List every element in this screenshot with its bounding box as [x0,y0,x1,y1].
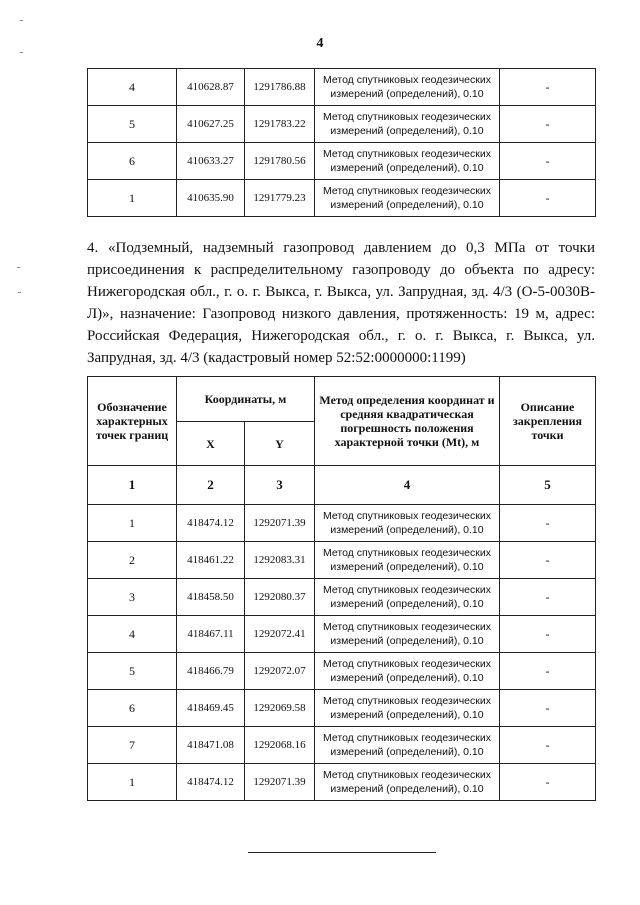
point-cell: 5 [88,653,177,690]
description-cell: - [500,727,596,764]
y-cell: 1291779.23 [245,180,315,217]
description-cell: - [500,579,596,616]
x-cell: 410628.87 [177,69,245,106]
column-number: 2 [177,466,245,505]
method-cell: Метод спутниковых геодезических измерений (определений), 0.10 [315,690,500,727]
table-row [88,616,596,653]
footer-divider [248,852,436,853]
scan-artifact [18,292,21,293]
point-cell: 1 [88,505,177,542]
coordinates-table [87,376,596,801]
point-cell: 1 [88,180,177,217]
y-cell: 1292072.07 [245,653,315,690]
y-cell: 1291786.88 [245,69,315,106]
table-row [88,690,596,727]
y-cell: 1292071.39 [245,764,315,801]
y-cell: 1292071.39 [245,505,315,542]
method-cell: Метод спутниковых геодезических измерений (определений), 0.10 [315,764,500,801]
table-row [88,542,596,579]
point-cell: 3 [88,579,177,616]
table-row [88,143,596,180]
header-method: Метод определения координат и средняя квадратическая погрешность положения характерной точки (Mt), м [315,377,500,466]
scan-artifact [20,52,23,53]
table-row [88,505,596,542]
point-cell: 1 [88,764,177,801]
y-cell: 1292068.16 [245,727,315,764]
description-cell: - [500,180,596,217]
x-cell: 418469.45 [177,690,245,727]
header-row [88,377,596,422]
point-cell: 6 [88,143,177,180]
table-row [88,764,596,801]
x-cell: 410627.25 [177,106,245,143]
method-cell: Метод спутниковых геодезических измерений (определений), 0.10 [315,579,500,616]
description-cell: - [500,143,596,180]
x-cell: 418471.08 [177,727,245,764]
column-number: 1 [88,466,177,505]
x-cell: 418474.12 [177,505,245,542]
description-cell: - [500,764,596,801]
point-cell: 2 [88,542,177,579]
table-row [88,69,596,106]
header-point-designation: Обозначение характерных точек границ [88,377,177,466]
x-cell: 418458.50 [177,579,245,616]
method-cell: Метод спутниковых геодезических измерений (определений), 0.10 [315,542,500,579]
y-cell: 1292080.37 [245,579,315,616]
point-cell: 4 [88,69,177,106]
point-cell: 4 [88,616,177,653]
method-cell: Метод спутниковых геодезических измерений (определений), 0.10 [315,143,500,180]
header-description: Описание закрепления точки [500,377,596,466]
object-description-paragraph: 4. «Подземный, надземный газопровод давлением до 0,3 МПа от точки присоединения к распределительному газопроводу до объекта по адресу: Нижегородская обл., г. о. г. Выкса, г. Выкса, ул. Запрудная, зд. 4/3 (О-5-0030В-Л)», назначение: Газопровод низкого давления, протяженность: 19 м, адрес: Российская Федерация, Нижегородская обл., г. о. г. Выкса, г. Выкса, ул. Запрудная, зд. 4/3 (кадастровый номер 52:52:0000000:1199) [87,240,595,366]
description-cell: - [500,69,596,106]
column-number: 5 [500,466,596,505]
y-cell: 1292083.31 [245,542,315,579]
point-cell: 7 [88,727,177,764]
x-cell: 418474.12 [177,764,245,801]
x-cell: 418467.11 [177,616,245,653]
description-cell: - [500,653,596,690]
column-number: 3 [245,466,315,505]
method-cell: Метод спутниковых геодезических измерений (определений), 0.10 [315,69,500,106]
method-cell: Метод спутниковых геодезических измерений (определений), 0.10 [315,653,500,690]
method-cell: Метод спутниковых геодезических измерений (определений), 0.10 [315,727,500,764]
method-cell: Метод спутниковых геодезических измерений (определений), 0.10 [315,616,500,653]
x-cell: 418466.79 [177,653,245,690]
description-cell: - [500,106,596,143]
table-row [88,653,596,690]
header-y: Y [245,422,315,466]
description-cell: - [500,542,596,579]
page-number: 4 [316,36,324,51]
coordinates-table-continued [87,68,596,217]
scan-artifact [20,20,23,21]
point-cell: 6 [88,690,177,727]
x-cell: 410633.27 [177,143,245,180]
x-cell: 410635.90 [177,180,245,217]
method-cell: Метод спутниковых геодезических измерений (определений), 0.10 [315,106,500,143]
description-cell: - [500,616,596,653]
y-cell: 1292072.41 [245,616,315,653]
header-x: X [177,422,245,466]
y-cell: 1291783.22 [245,106,315,143]
y-cell: 1292069.58 [245,690,315,727]
description-cell: - [500,690,596,727]
table-row [88,579,596,616]
method-cell: Метод спутниковых геодезических измерений (определений), 0.10 [315,180,500,217]
method-cell: Метод спутниковых геодезических измерений (определений), 0.10 [315,505,500,542]
y-cell: 1291780.56 [245,143,315,180]
x-cell: 418461.22 [177,542,245,579]
table-row [88,727,596,764]
scan-artifact [17,267,20,268]
point-cell: 5 [88,106,177,143]
column-number: 4 [315,466,500,505]
table-row [88,180,596,217]
description-cell: - [500,505,596,542]
column-number-row [88,466,596,505]
header-coordinates: Координаты, м [177,377,315,422]
table-row [88,106,596,143]
